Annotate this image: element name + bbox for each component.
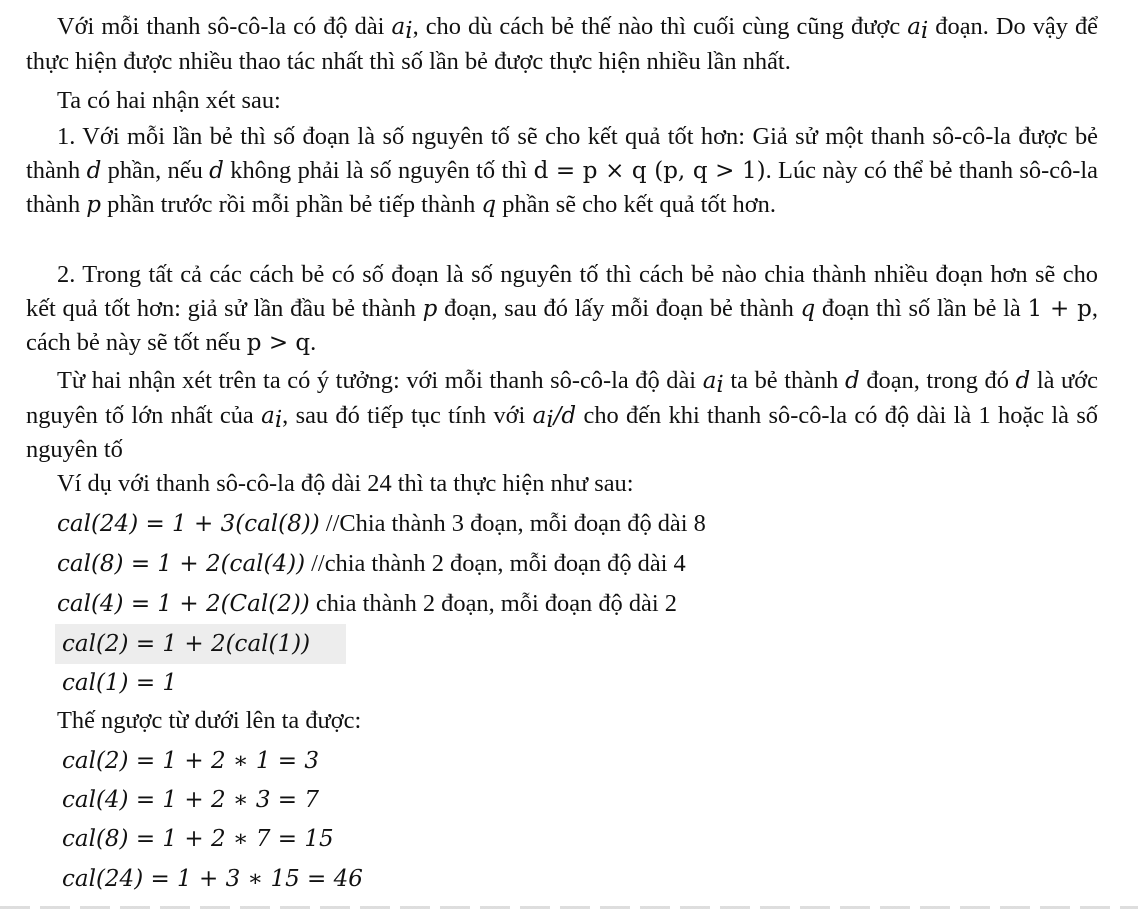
text-run: Ta có hai nhận xét sau: [57,87,281,114]
text-run: . Lúc này có thể bẻ thanh sô-cô-la thành [26,156,1098,218]
text-run: đoạn, trong đó [859,367,1016,394]
math-formula: cal(24) = 1 + 3 ∗ 15 = 46 [62,866,363,892]
equation-comment: //chia thành 2 đoạn, mỗi đoạn độ dài 4 [305,550,686,577]
math-p: p [422,295,438,322]
math-a: a [702,368,717,394]
math-formula: cal(4) = 1 + 2(Cal(2)) [57,591,310,617]
math-sub-i: i [405,18,413,44]
equation-cal-4 [57,587,677,621]
math-sub-i: i [920,18,929,44]
text-run: đoạn, sau đó lấy mỗi đoạn bẻ thành [437,294,801,322]
text-run: đoạn. Do vậy để thực hiện được nhiều thao tác nhất thì số lần bẻ được thực hiện nhiều lần nhất. [26,13,1098,75]
text-run: phần trước rồi mỗi phần bẻ tiếp thành [101,191,482,218]
result-cal-24 [62,862,363,896]
text-run: Từ hai nhận xét trên ta có ý tưởng: với mỗi thanh sô-cô-la độ dài [57,367,703,394]
paragraph-idea [26,364,1098,467]
text-run: Thế ngược từ dưới lên ta được: [57,707,362,734]
math-formula: cal(2) = 1 + 2(cal(1)) [62,631,311,657]
math-formula: cal(2) = 1 + 2 ∗ 1 = 3 [62,748,319,774]
equation-cal-1 [62,666,177,700]
equation-cal-8 [57,547,686,581]
math-d: d [1015,368,1031,394]
math-sub-i: i [274,406,283,433]
text-run: Ví dụ với thanh sô-cô-la độ dài 24 thì ta thực hiện như sau: [57,470,634,497]
math-formula: p > q [246,330,311,356]
paragraph-back-substitution [26,704,1098,738]
text-run: , sau đó tiếp tục tính với [282,401,533,429]
math-a: a [261,402,275,429]
math-d: d [844,368,860,394]
paragraph-observation-1 [26,120,1098,223]
equation-cal-2 [62,627,310,661]
math-formula: cal(24) = 1 + 3(cal(8)) [57,511,320,537]
text-run: . [310,329,317,356]
math-formula: cal(8) = 1 + 2 ∗ 7 = 15 [62,826,334,852]
math-formula: cal(1) = 1 [62,670,178,696]
equation-cal-24 [57,507,706,541]
paragraph-intro [26,10,1098,78]
math-formula: 1 + p [1027,295,1092,322]
math-q: q [800,295,816,322]
text-run: 1. Với mỗi lần bẻ thì số đoạn là số nguyên tố sẽ cho kết quả tốt hơn: Giả sử một thanh sô-cô-la được bẻ thành [26,123,1098,184]
math-a: a [907,14,921,40]
text-run: đoạn thì số lần bẻ là [815,294,1028,322]
text-run: không phải là số nguyên tố thì [223,156,534,184]
math-formula: d = p × q (p, q > 1) [533,157,766,184]
math-sub-i: i [546,406,554,433]
math-formula: cal(4) = 1 + 2 ∗ 3 = 7 [62,787,319,813]
result-cal-8 [62,822,334,856]
text-run: , cho dù cách bẻ thế nào thì cuối cùng cũng được [412,13,908,40]
paragraph-observation-2 [26,258,1098,361]
text-run: Với mỗi thanh sô-cô-la có độ dài [57,13,392,40]
page-bottom-edge [0,906,1138,909]
math-d: d [86,157,102,184]
math-formula: cal(8) = 1 + 2(cal(4)) [57,551,306,577]
result-cal-4 [62,783,319,817]
equation-comment: chia thành 2 đoạn, mỗi đoạn độ dài 2 [309,590,677,617]
math-d: d [209,157,224,184]
text-run: ta bẻ thành [723,367,845,394]
text-run: phần sẽ cho kết quả tốt hơn. [496,191,776,218]
math-a: a [391,14,406,40]
math-p: p [86,192,102,218]
text-run: là ước nguyên tố lớn nhất của [26,367,1098,429]
math-divide-d: /d [553,402,577,429]
text-run: cho đến khi thanh sô-cô-la có độ dài là 1 hoặc là số nguyên tố [26,401,1099,463]
math-sub-i: i [716,372,724,398]
text-run: phần, nếu [101,156,210,184]
text-run: , cách bẻ này sẽ tốt nếu [26,294,1099,356]
text-run: 2. Trong tất cả các cách bẻ có số đoạn là số nguyên tố thì cách bẻ nào chia thành nhiều đoạn hơn sẽ cho kết quả tốt hơn: giả sử lần đầu bẻ thành [26,261,1098,322]
paragraph-observations-heading [26,84,1098,118]
paragraph-example-intro [26,467,1098,501]
result-cal-2 [62,744,319,778]
math-a: a [532,402,547,429]
math-q: q [481,192,497,218]
equation-comment: //Chia thành 3 đoạn, mỗi đoạn độ dài 8 [319,510,706,537]
